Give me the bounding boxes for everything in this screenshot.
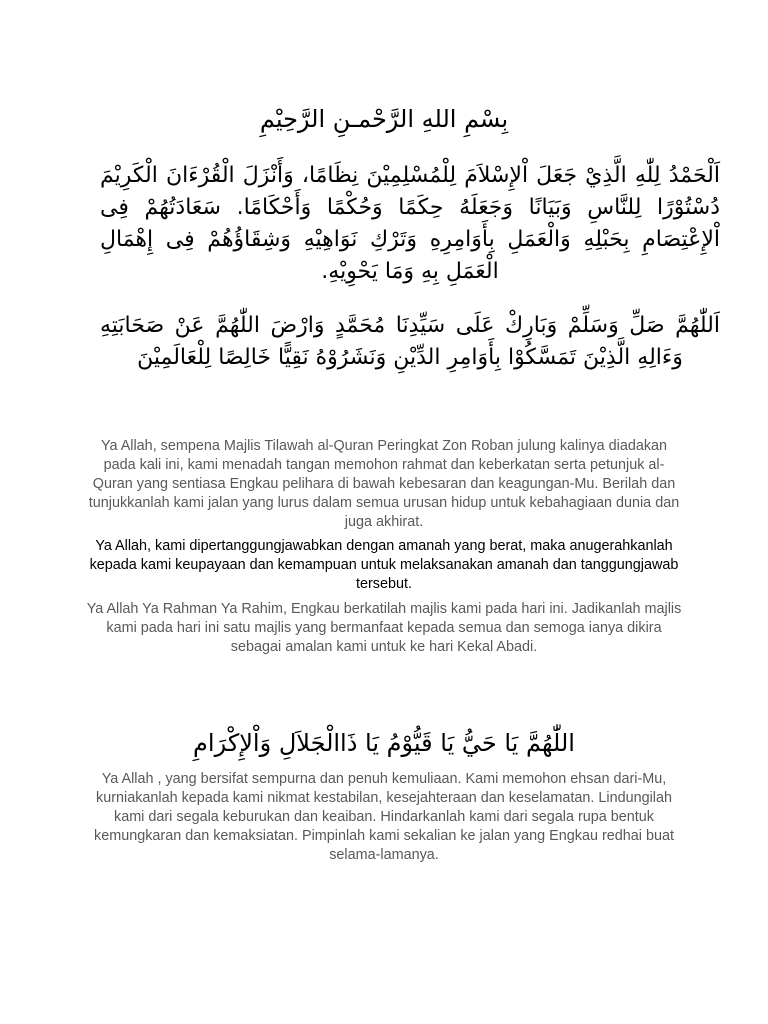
basmala-heading: بِسْمِ اللهِ الرَّحْمـنِ الرَّحِيْمِ	[259, 105, 509, 133]
malay-prayer-paragraph-1: Ya Allah, sempena Majlis Tilawah al-Quran Peringkat Zon Roban julung kalinya diadakan pada kali ini, kami menadah tangan memohon rahmat dan keberkatan serta petunjuk al-Quran yang sentiasa Engkau pelihara di bawah kebesaran dan keagungan-Mu. Berilah dan tunjukkanlah kami jalan yang lurus dalam semua urusan hidup untuk kebahagiaan dunia dan juga akhirat.	[88, 438, 680, 530]
arabic-opening-praise: اَلْحَمْدُ لِلّٰهِ الَّذِيْ جَعَلَ اْلإِسْلاَمَ لِلْمُسْلِمِيْنَ نِظَامًا، وَأَنْزَلَ الْقُرْءَانَ الْكَرِيْمَ دُسْتُوْرًا لِلنَّاسِ وَبَيَانًا وَجَعَلَهُ حِكَمًا وَحُكْمًا وَأَحْكَامًا. سَعَادَتُهُمْ فِى اْلإِعْتِصَامِ بِحَبْلِهِ وَالْعَمَلِ بِأَوَامِرِهِ وَتَرْكِ نَوَاهِيْهِ وَشِقَاؤُهُمْ فِى إِهْمَالِ الْعَمَلِ بِهِ وَمَا يَحْوِيْهِ.	[100, 163, 720, 284]
malay-prayer-paragraph-3: Ya Allah Ya Rahman Ya Rahim, Engkau berkatilah majlis kami pada hari ini. Jadikanlah majlis kami pada hari ini satu majlis yang bermanfaat kepada semua dan semoga ianya dikira sebagai amalan kami untuk ke hari Kekal Abadi.	[86, 601, 682, 655]
arabic-salawat: اَللّٰهُمَّ صَلِّ وَسَلِّمْ وَبَارِكْ عَلَى سَيِّدِنَا مُحَمَّدٍ وَارْضَ اللّٰهُمَّ عَنْ صَحَابَتِهِ وَءَالِهِ الَّذِيْنَ تَمَسَّكُوْا بِأَوَامِرِ الدِّيْنِ وَنَشَرُوْهُ نَقِيًّا خَالِصًا لِلْعَالَمِيْنَ	[100, 313, 720, 370]
malay-prayer-paragraph-4: Ya Allah , yang bersifat sempurna dan penuh kemuliaan. Kami memohon ehsan dari-Mu, kurniakanlah kepada kami nikmat kestabilan, kesejahteraan dan keselamatan. Lindungilah kami dari segala keburukan dan keaiban. Hindarkanlah kami dari segala rupa bentuk kemungkaran dan kemaksiatan. Pimpinlah kami sekalian ke jalan yang Engkau redhai buat selama-lamanya.	[94, 771, 674, 863]
arabic-invocation: اللّٰهُمَّ يَا حَيُّ يَا قَيُّوْمُ يَا ذَاالْجَلاَلِ وَاْلإِكْرَامِ	[193, 729, 575, 757]
malay-prayer-paragraph-2: Ya Allah, kami dipertanggungjawabkan dengan amanah yang berat, maka anugerahkanlah kepada kami keupayaan dan kemampuan untuk melaksanakan amanah dan tanggungjawab tersebut.	[89, 538, 679, 592]
